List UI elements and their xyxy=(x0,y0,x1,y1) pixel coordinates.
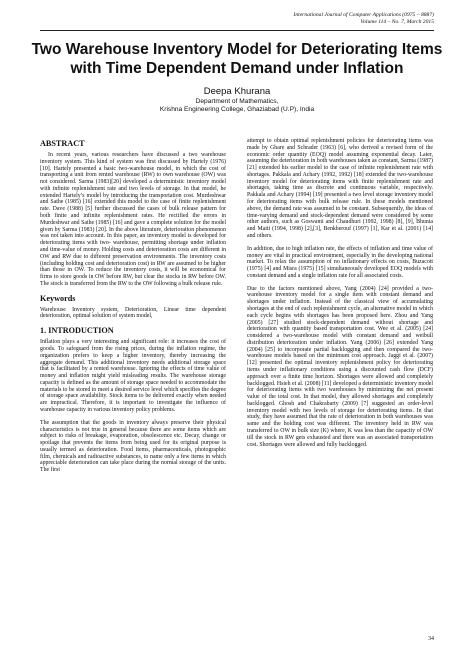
paper-title: Two Warehouse Inventory Model for Deteriorating Items with Time Dependent Demand under Inflation xyxy=(31,41,443,77)
author-department: Department of Mathematics, xyxy=(195,98,279,105)
right-paragraph-1: attempt to obtain optimal replenishment policies for deteriorating items was made by Ghare and Schrader (1963) [6], who derived a revised form of the economic order quantity (EOQ) model assuming exponential decay. Later, assuming the deterioration in both warehouses taken as constant, Sarma (1987) [21] extended his earlier model to the case of infinite replenishment rate with shortages. Pakkala and Achary (1992, 1992) [18] extended the two-warehouse inventory model for deteriorating items with finite replenishment rate and shortages, taking time as discrete and continuous variable, respectively. Pakkala and Achary (1994) [19] presented a two level storage inventory model for deteriorating items with bulk release rule. In these models mentioned above, the demand rate was assumed to be constant. Subsequently, the ideas of time-varying demand and stock-dependent demand were considered by some other authors, such as Goswami and Chaudhuri (1992, 1998) [8], [9], Bhunia and Maiti (1994, 1998) [2],[3], Benkherouf (1997) [1], Kar et al. (2001) [14] and others. xyxy=(247,138,433,239)
journal-volume: Volume 114 – No. 7, March 2015 xyxy=(360,19,434,25)
author-name: Deepa Khurana xyxy=(203,86,271,97)
introduction-paragraph-1: Inflation plays a very interesting and significant role: it increases the cost of goods. To safeguard from the rising prices, during the inflation regime, the organization prefers to keep a higher inventory, thereby increasing the aggregate demand. This additional inventory needs additional storage space that is facilitated by a rented warehouse. Ignoring the effects of time value of money and inflation might yield misleading results. The warehouse storage capacity is defined as the amount of storage space needed to accommodate the materials to be stored to meet a desired service level which specifies the degree of storage space availability. Stock items to be delivered exactly when needed are impractical. Therefore, it is important to investigate the influence of warehouse capacity in various inventory policy problems. xyxy=(40,339,226,413)
left-column xyxy=(40,139,226,480)
right-paragraph-2: In addition, due to high inflation rate, the effects of inflation and time value of money are vital in practical environment, especially in the developing national market. To relax the assumption of no inflationary effects on costs, Buzacott (1975) [4] and Misra (1975) [15] simultaneously developed EOQ models with constant demand and a single inflation rate for all associated costs. xyxy=(247,245,433,279)
journal-citation: International Journal of Computer Applications (0975 – 8887) xyxy=(293,12,434,18)
right-paragraph-3: Due to the factors mentioned above, Yang (2004) [24] provided a two-warehouse inventory model for a single item with constant demand and shortages under inflation. Instead of the classical view of accumulating shortages at the end of each replenishment cycle, an alternative model in which each cycle begins with shortages has been proposed here. Zhou and Yang (2005) [27] studied stock-dependent demand without shortage and deterioration with quantity based transportation cost. Wee et al. (2005) [24] considered a two-warehouse model with constant demand and weibull distribution deterioration under inflation. Yang (2006) [26] extended Yang (2004) [25] to incorporate partial backlogging and then compared the two-warehouse models based on the minimum cost approach. Jaggi et al. (2007)[12] presented the optimal inventory replenishment policy for deteriorating items under inflationary conditions using a discounted cash flow (DCF) approach over a finite time horizon. Shortages were allowed and completely backlogged. Hsieh et al. (2008) [11] developed a deterministic inventory model for deteriorating items with two warehouses by minimizing the net present value of the total cost. In that model, they allowed shortages and completely backlogged. Ghosh and Chakrabarty (2009) [7] suggested an order-level inventory model with two levels of storage for deteriorating items. In that study, they have assumed that the rate of deterioration in both warehouses was same and the holding cost was different. The inventory held in RW was transferred to OW in bulk size (K) where, K was less than the capacity of OW till the stock in RW gets exhausted and there was an associated transportation cost. Shortages were allowed and fully backlogged. xyxy=(247,285,433,448)
introduction-paragraph-2: The assumption that the goods in inventory always preserve their physical characteristics is not true in general because there are some items which are subject to risks of breakage, evaporation, obsolescence etc. Decay, change or spoilage that prevents the items from being used for its original purpose is usually termed as deterioration. Food items, pharmaceuticals, photographic film, chemicals and radioactive substances, to name only a few items in which appreciable deterioration can take place during the normal storage of the units. The first xyxy=(40,419,226,474)
keywords-text: Warehouse Inventory system, Deterioration, Linear time dependent deterioration, optimal solution of system model, xyxy=(40,306,226,320)
keywords-heading: Keywords xyxy=(40,293,76,303)
page-number: 34 xyxy=(428,636,434,642)
abstract-text: In recent years, various researchers have discussed a two warehouse inventory system. This kind of system was first discussed by Hartely (1976) [10]. Hartely presented a basic two-warehouse model, in which the cost of transporting a unit from rented warehouse (RW) to own warehouse (OW) was not considered. Sarma (1983)[20] developed a deterministic inventory model with infinite replenishment rate and two levels of storage. In that model, he extended Hartely’s model by introducing the transportation cost. Murdeshwar and Sathe (1985) [16] extended this model to the case of finite replenishment rate. Dave (1988) [5] further discussed the cases of bulk release pattern for both finite and infinite replenishment rates. He rectified the errors in Murdeshwar and Sathe (1985) [16] and gave a complete solution for the model given by Sarma (1983) [20]. In the above literature, deterioration phenomenon was not taken into account. In this paper, an inventory model is developed for deteriorating items with two- warehouse, permitting shortage under inflation and time-value of money. Holding costs and deterioration costs are different in OW and RW due to different preservation environments. The inventory costs (including holding cost and deterioration cost) in RW are assumed to be higher than those in OW. To reduce the inventory costs, it will be economical for firms to store goods in OW before RW, but clear the stocks in RW before OW. The stock is transferred from the RW to the OW following a bulk release rule. xyxy=(40,152,226,287)
abstract-heading: ABSTRACT xyxy=(40,139,85,148)
right-column xyxy=(247,138,433,454)
journal-header xyxy=(293,12,434,26)
author-institute: Krishna Engineering College, Ghaziabad (U.P), India xyxy=(159,106,315,114)
header-rule xyxy=(40,30,434,31)
introduction-heading: 1. INTRODUCTION xyxy=(40,326,114,336)
author-block xyxy=(30,86,444,114)
